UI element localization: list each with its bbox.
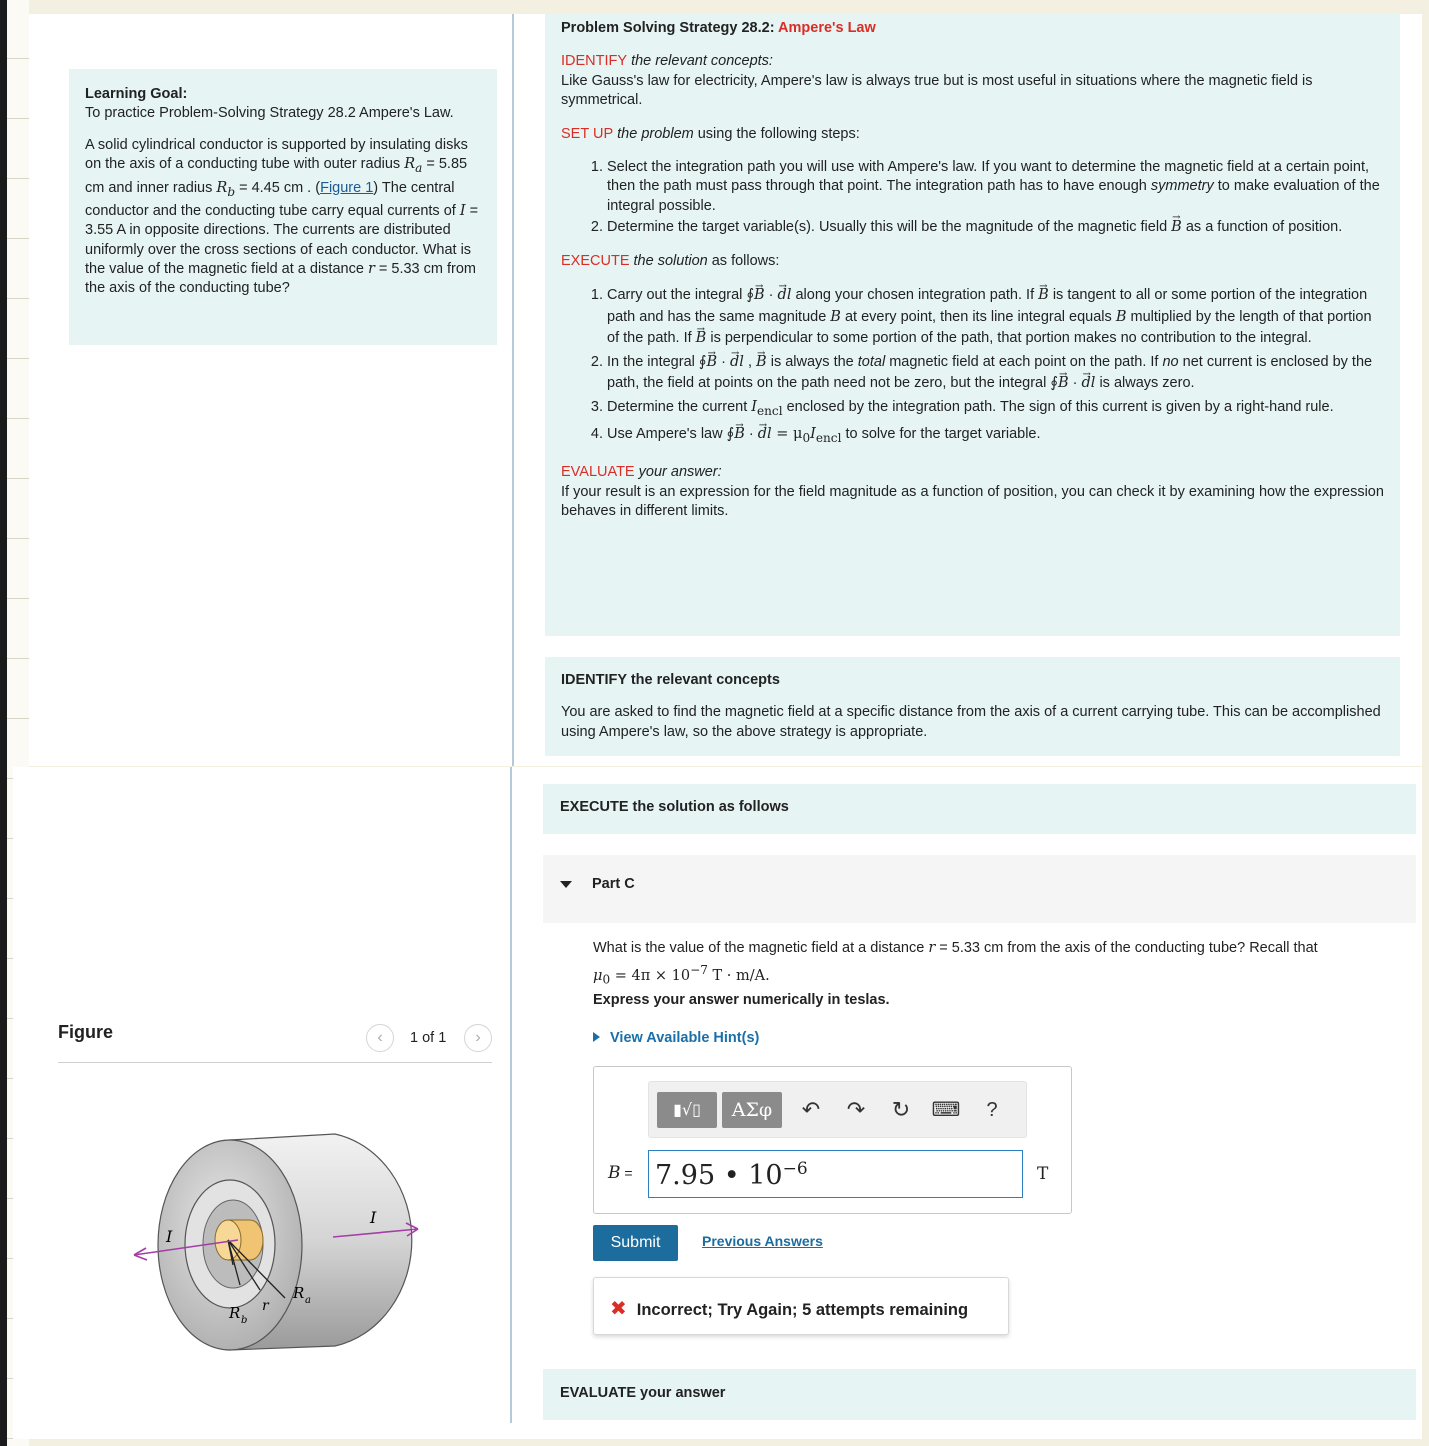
learning-goal-heading: Learning Goal: xyxy=(85,86,188,102)
column-divider xyxy=(512,14,514,766)
learning-goal-box xyxy=(69,69,497,345)
feedback-message: ✖ Incorrect; Try Again; 5 attempts remaining xyxy=(593,1277,1009,1335)
answer-area xyxy=(593,1066,1072,1214)
part-c-question: What is the value of the magnetic field at a distance r = 5.33 cm from the axis of the conducting tube? Recall that $\mu_0 = 4\pi \times 10^{-7}$ T · m/A. xyxy=(593,940,1318,987)
label-I-left: I xyxy=(166,1227,173,1246)
figure-title: Figure xyxy=(58,1022,114,1042)
answer-instruction: Express your answer numerically in teslas. xyxy=(593,992,890,1008)
execute-section-heading: EXECUTE the solution as follows xyxy=(543,784,1416,834)
redo-icon[interactable]: ↷ xyxy=(846,1097,866,1122)
next-figure-icon[interactable]: › xyxy=(464,1024,492,1052)
column-divider-lower xyxy=(510,767,512,1423)
templates-button[interactable]: ▮√▯ xyxy=(657,1092,717,1128)
view-hints-link[interactable]: View Available Hint(s) xyxy=(593,1030,759,1046)
window-edge xyxy=(0,0,7,1446)
part-c-toggle[interactable] xyxy=(543,855,1416,923)
strategy-title: Problem Solving Strategy 28.2: Ampere's Law xyxy=(561,20,876,36)
keyboard-icon[interactable]: ⌨ xyxy=(931,1099,961,1121)
execute-step-3: 3. Determine the current $I_{encl}$ enclosed by the integration path. The sign of this current is given by a right-hand rule. xyxy=(607,397,1384,422)
identify-text: You are asked to find the magnetic field at a specific distance from the axis of a current carrying tube. This can be accomplished using Ampere's law, so the above strategy is appropriate. xyxy=(561,704,1381,740)
collapse-triangle-icon xyxy=(560,881,572,888)
previous-answers-link[interactable]: Previous Answers xyxy=(702,1233,823,1249)
identify-section xyxy=(545,657,1400,756)
label-I-right: I xyxy=(370,1208,377,1227)
execute-step-4: 4. Use Ampere's law ∮→ B · → dl = $\mu_0I_{encl}$ to solve for the target variable. xyxy=(607,424,1384,449)
figure-1-link[interactable]: Figure 1 xyxy=(320,179,374,196)
execute-steps xyxy=(607,285,1384,449)
problem-statement: A solid cylindrical conductor is supported by insulating disks on the axis of a conducting tube with outer radius $R_a = 5.85$ cm and inner radius $R_b = 4.45$ cm . (Figure 1) The central conductor and the conducting tube carry equal currents of I = 3.55 A in opposite directions. The currents are distributed uniformly over the cross sections of each conductor. What is the value of the magnetic field at a distance r = 5.33 cm from the axis of the conducting tube? xyxy=(85,136,479,297)
answer-variable-label: B = xyxy=(608,1163,633,1183)
incorrect-x-icon: ✖ xyxy=(610,1298,627,1320)
strategy-box xyxy=(545,14,1400,636)
label-Ra-sub: a xyxy=(305,1295,311,1306)
undo-icon[interactable]: ↶ xyxy=(801,1097,821,1122)
math-toolbar xyxy=(648,1081,1027,1138)
label-Rb: R xyxy=(229,1304,241,1322)
identify-heading: IDENTIFY the relevant concepts xyxy=(561,672,780,688)
strategy-identify: IDENTIFY the relevant concepts: Like Gauss's law for electricity, Ampere's law is always true but is most useful in situations where the magnetic field is symmetrical. xyxy=(561,53,1313,109)
answer-unit: T xyxy=(1037,1164,1049,1184)
answer-input[interactable]: 7.95 • $10^{-6}$ xyxy=(648,1150,1023,1198)
help-icon[interactable]: ? xyxy=(986,1099,998,1121)
strategy-execute: EXECUTE the solution as follows: xyxy=(561,252,780,269)
coaxial-conductor-figure xyxy=(120,1120,440,1360)
setup-step-2: 2. Determine the target variable(s). Usually this will be the magnitude of the magnetic field → B as a function of position. xyxy=(607,218,1384,237)
figure-pager xyxy=(366,1024,494,1052)
reset-icon[interactable]: ↻ xyxy=(891,1097,911,1122)
label-Ra: R xyxy=(293,1284,305,1302)
execute-step-2: 2. In the integral ∮→ B · → dl , → B is always the total magnetic field at each point on the path. If no net current is enclosed by the path, the field at points on the path need not be zero, but the integral ∮→ B · → dl is always zero. xyxy=(607,352,1384,395)
execute-step-1: 1. Carry out the integral ∮→ B · → dl along your chosen integration path. If → B is tangent to all or some portion of the integration path and has the same magnitude B at every point, then its line integral equals B multiplied by the length of that portion of the path. If → B is perpendicular to some portion of the path, that portion makes no contribution to the integral. xyxy=(607,285,1384,350)
part-c-label: Part C xyxy=(592,876,635,893)
expand-triangle-icon xyxy=(593,1032,600,1042)
setup-steps xyxy=(607,158,1384,238)
prev-figure-icon[interactable]: ‹ xyxy=(366,1024,394,1052)
figure-divider xyxy=(58,1062,492,1063)
greek-symbols-button[interactable]: ΑΣφ xyxy=(722,1092,782,1128)
figure-count: 1 of 1 xyxy=(410,1030,447,1046)
evaluate-section-heading: EVALUATE your answer xyxy=(543,1369,1416,1420)
label-Rb-sub: b xyxy=(241,1315,248,1326)
label-r: r xyxy=(262,1298,269,1314)
strategy-setup: SET UP the problem using the following steps: xyxy=(561,125,860,142)
submit-button[interactable]: Submit xyxy=(593,1225,678,1261)
setup-step-1: 1. Select the integration path you will use with Ampere's law. If you want to determine the magnetic field at a certain point, then the path must pass through that point. The integration path has to have enough symmetry to make evaluation of the integral possible. xyxy=(607,158,1384,216)
learning-goal-text: To practice Problem-Solving Strategy 28.2 Ampere's Law. xyxy=(85,105,454,122)
strategy-evaluate: EVALUATE your answer: If your result is an expression for the field magnitude as a function of position, you can check it by examining how the expression behaves in different limits. xyxy=(561,464,1384,520)
